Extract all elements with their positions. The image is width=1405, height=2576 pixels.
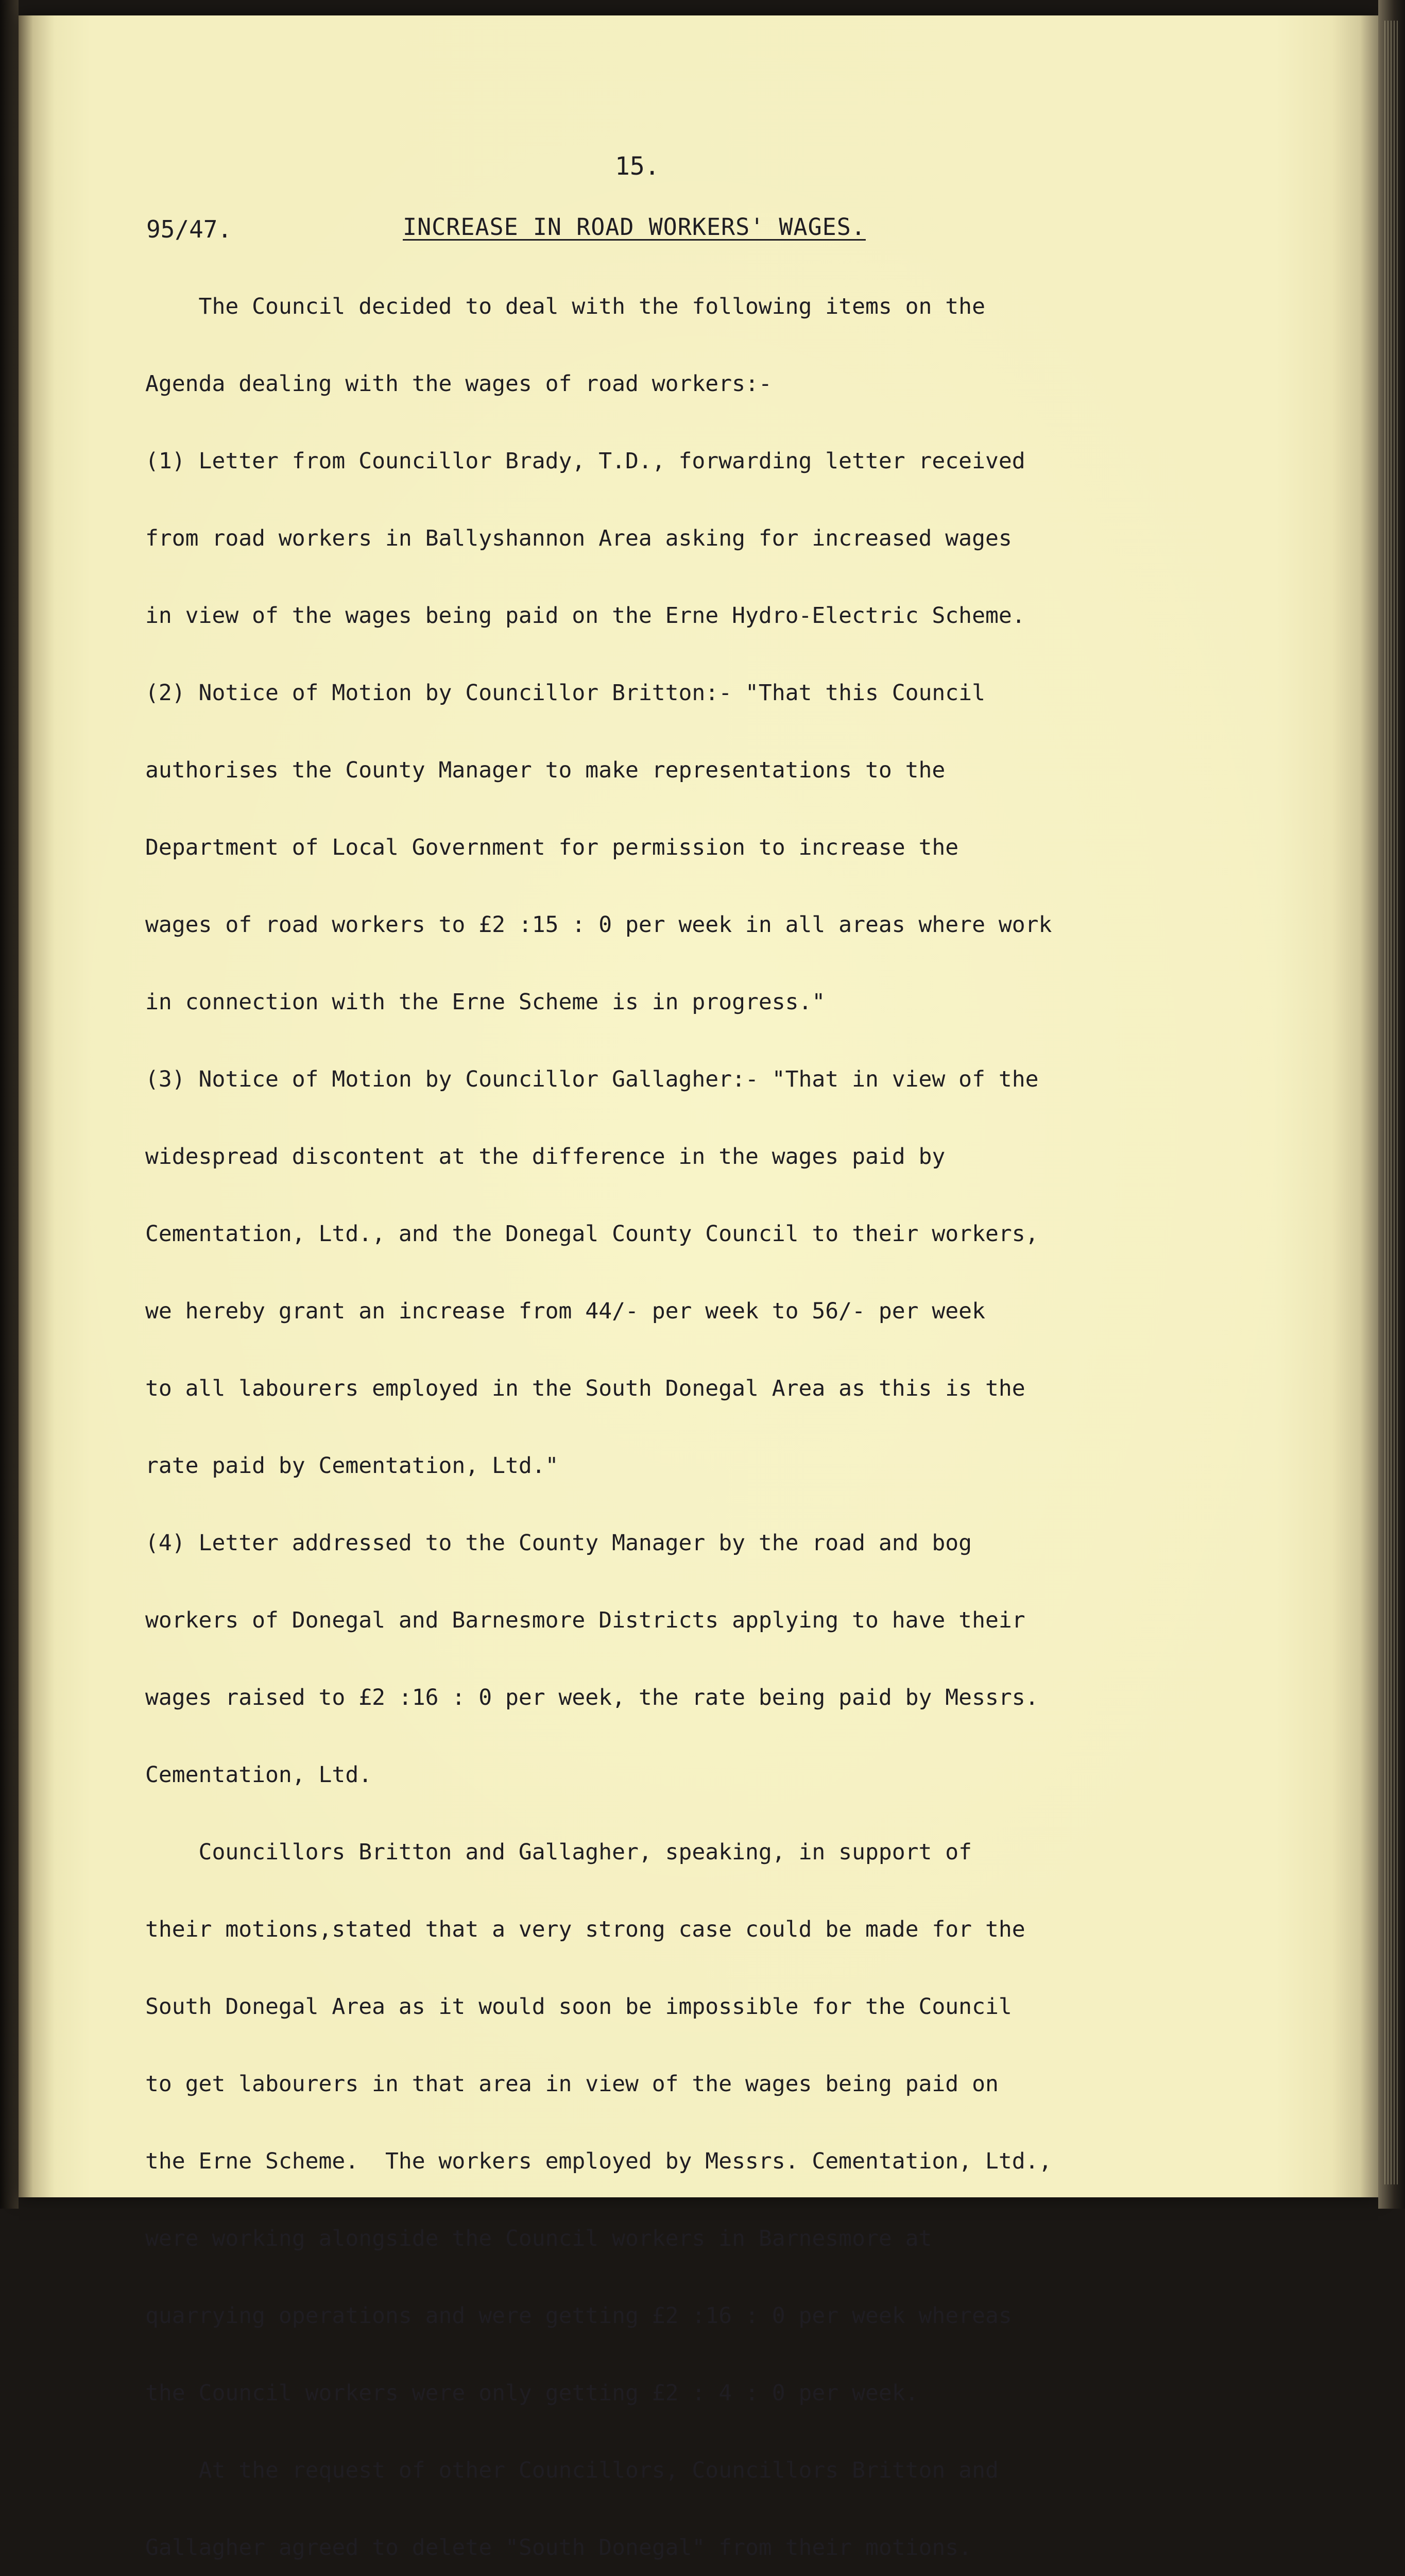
- body-line: (3) Notice of Motion by Councillor Gallagher:- "That in view of the: [145, 1066, 1039, 1092]
- body-line: workers of Donegal and Barnesmore Districts applying to have their: [145, 1607, 1025, 1633]
- minute-body: [145, 242, 1371, 2576]
- body-line: Cementation, Ltd.: [145, 1762, 372, 1788]
- body-line: their motions,stated that a very strong case could be made for the: [145, 1917, 1025, 1942]
- body-line: were working alongside the Council workers in Barnesmore at: [145, 2226, 932, 2251]
- body-line: The Council decided to deal with the following items on the: [145, 294, 985, 319]
- body-line: Agenda dealing with the wages of road workers:-: [145, 371, 772, 397]
- body-line: from road workers in Ballyshannon Area asking for increased wages: [145, 526, 1012, 551]
- body-line: (1) Letter from Councillor Brady, T.D., forwarding letter received: [145, 448, 1025, 474]
- minute-number: 95/47.: [146, 215, 232, 243]
- page-number: 15.: [615, 152, 660, 181]
- body-line: authorises the County Manager to make representations to the: [145, 757, 946, 783]
- body-line: (2) Notice of Motion by Councillor Britton:- "That this Council: [145, 680, 985, 706]
- body-line: quarrying operations and were getting £2 :16 : 0 per week whereas: [145, 2303, 1012, 2329]
- body-line: Councillors Britton and Gallagher, speaking, in support of: [145, 1839, 972, 1865]
- body-line: wages raised to £2 :16 : 0 per week, the rate being paid by Messrs.: [145, 1685, 1039, 1710]
- body-line: to get labourers in that area in view of the wages being paid on: [145, 2071, 999, 2097]
- body-line: widespread discontent at the difference in the wages paid by: [145, 1144, 946, 1170]
- body-line: in connection with the Erne Scheme is in progress.": [145, 989, 826, 1015]
- body-line: the Council workers were only getting £2 : 4 : 0 per week.: [145, 2380, 919, 2406]
- body-line: the Erne Scheme. The workers employed by Messrs. Cementation, Ltd.,: [145, 2148, 1052, 2174]
- book-page-edges: [1378, 0, 1405, 2209]
- body-line: Cementation, Ltd., and the Donegal County Council to their workers,: [145, 1221, 1039, 1247]
- body-line: in view of the wages being paid on the Erne Hydro-Electric Scheme.: [145, 603, 1025, 629]
- body-line: South Donegal Area as it would soon be impossible for the Council: [145, 1994, 1012, 2020]
- page-stack-lines: [1384, 21, 1399, 2184]
- body-line: Gallagher agreed to delete "South Donegal" from their motions.: [145, 2535, 972, 2561]
- page-text-layer: [19, 15, 1378, 2561]
- minutes-page: [19, 15, 1378, 2561]
- book-binding: [0, 0, 19, 2209]
- minute-heading: INCREASE IN ROAD WORKERS' WAGES.: [403, 213, 866, 241]
- body-line: we hereby grant an increase from 44/- per week to 56/- per week: [145, 1298, 985, 1324]
- body-line: Department of Local Government for permission to increase the: [145, 835, 959, 860]
- body-line: wages of road workers to £2 :15 : 0 per week in all areas where work: [145, 912, 1052, 938]
- body-line: At the request of other Councillors, Councillors Britton and: [145, 2458, 999, 2483]
- body-line: rate paid by Cementation, Ltd.": [145, 1453, 559, 1479]
- body-line: to all labourers employed in the South Donegal Area as this is the: [145, 1376, 1025, 1401]
- body-line: (4) Letter addressed to the County Manager by the road and bog: [145, 1530, 972, 1556]
